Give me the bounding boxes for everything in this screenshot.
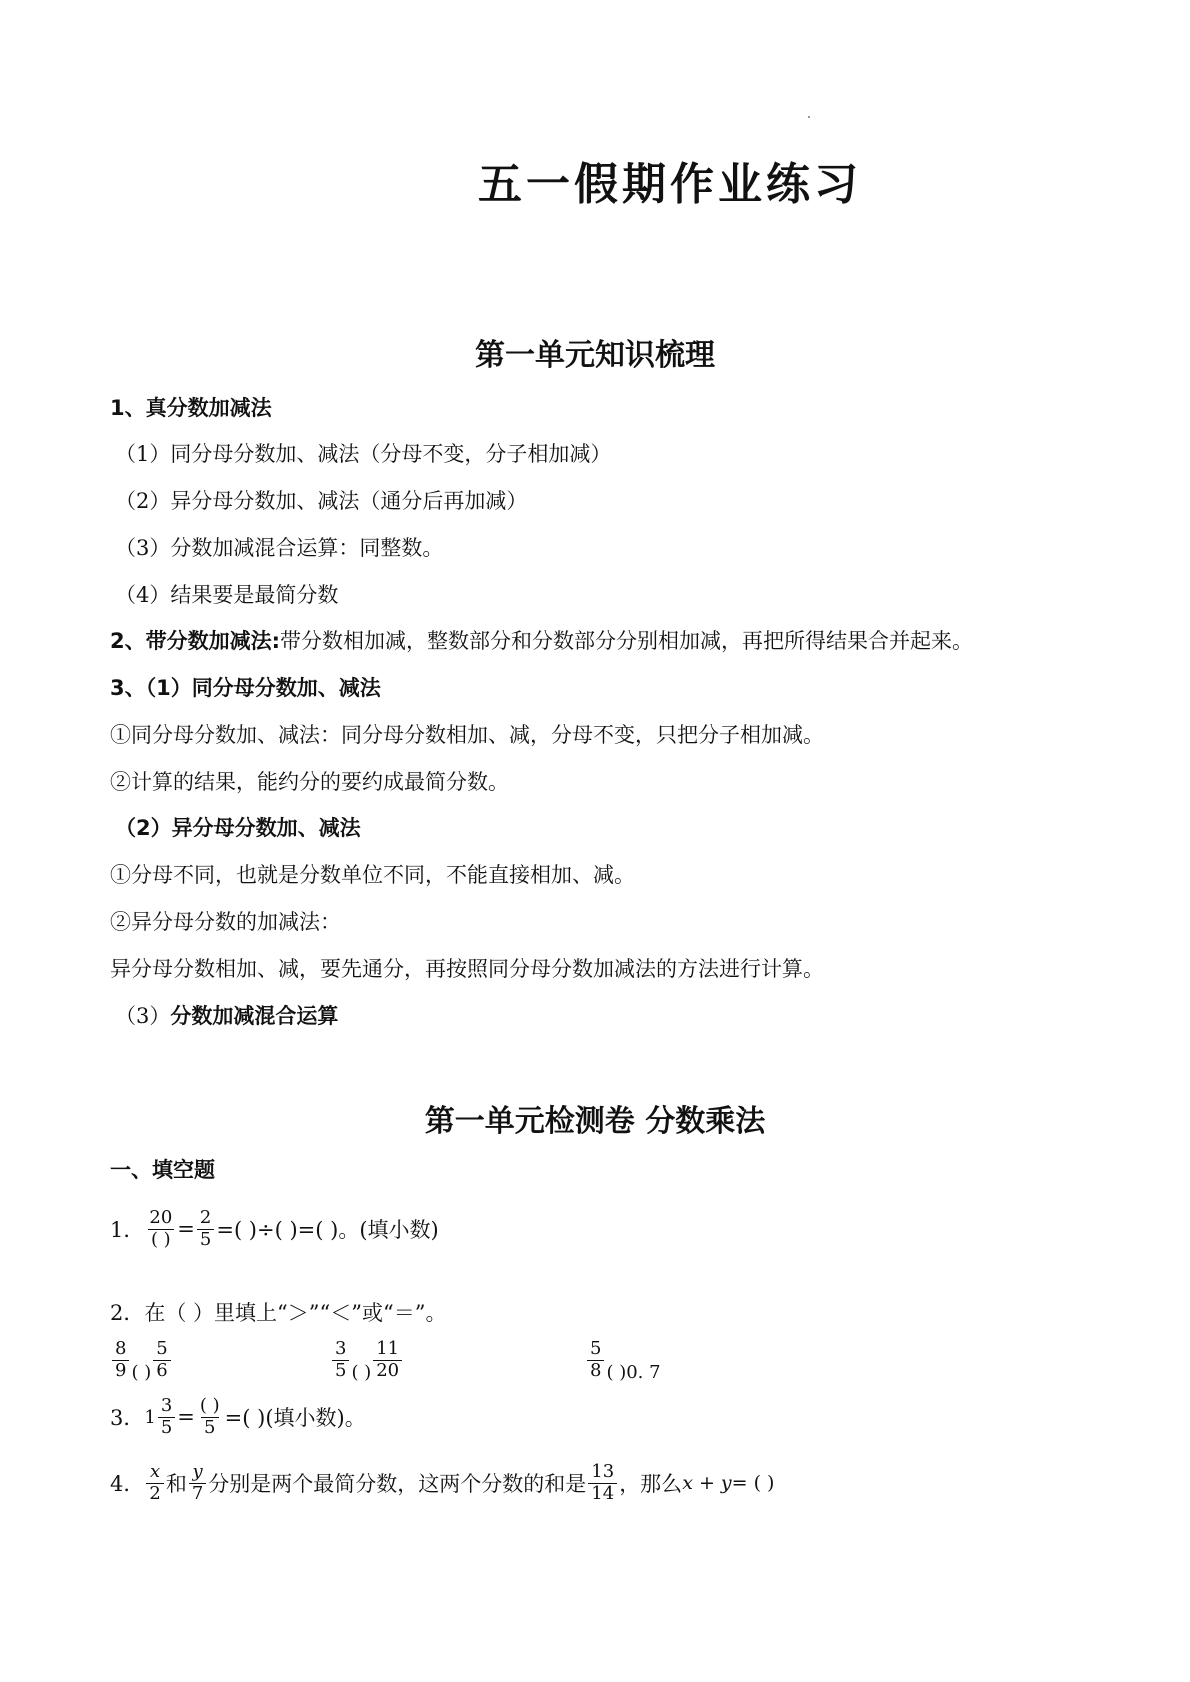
- q2-c1-b-den: 6: [153, 1360, 170, 1382]
- q3-f-num: 3: [160, 1395, 173, 1416]
- q4-a-den: 2: [146, 1483, 163, 1505]
- q2-compare-3: [585, 1338, 661, 1383]
- q2-c3-blank: ( ): [606, 1362, 627, 1383]
- speck: [808, 116, 810, 118]
- item3-sub3-prefix: （3）: [115, 1004, 171, 1028]
- question-1: [110, 1208, 439, 1250]
- q1-f2-den: 5: [197, 1229, 214, 1251]
- q4-b-num: y: [192, 1461, 203, 1482]
- q4-tail: ，那么: [619, 1472, 683, 1497]
- question-3: [110, 1396, 366, 1438]
- item2-label: 2、带分数加减法:: [110, 629, 281, 653]
- q2-c1-fraction-a: [112, 1339, 129, 1381]
- q3-rest: =( )(填小数)。: [224, 1406, 366, 1431]
- q4-and: 和: [165, 1472, 187, 1497]
- q2-c2-b-den: 20: [373, 1360, 402, 1382]
- item2-line: [110, 625, 973, 655]
- q4-number: 4．: [110, 1472, 145, 1497]
- q4-fraction-x: [146, 1462, 163, 1504]
- q2-compare-1: [110, 1338, 173, 1383]
- item1-heading: 1、真分数加减法: [110, 396, 272, 420]
- q1-number: 1．: [110, 1218, 145, 1243]
- q2-c2-b-num: 11: [376, 1338, 400, 1360]
- page-title: 五一假期作业练习: [478, 159, 862, 210]
- q2-c2-a-den: 5: [332, 1360, 349, 1382]
- item3-sub2-heading: （2）异分母分数加、减法: [115, 816, 361, 840]
- q4-c-den: 14: [588, 1483, 617, 1505]
- item3-heading: 3、（1）同分母分数加、减法: [110, 676, 381, 700]
- q1-f1-num: 20: [149, 1207, 173, 1228]
- item1-line-3: （3）分数加减混合运算：同整数。: [115, 536, 444, 560]
- q2-c2-a-num: 3: [335, 1338, 347, 1360]
- item1-line-1: （1）同分母分数加、减法（分母不变，分子相加减）: [115, 442, 612, 466]
- q2-compare-2: [330, 1338, 404, 1383]
- question-4: [110, 1462, 774, 1504]
- q4-a-num: x: [150, 1461, 161, 1482]
- q2-c2-blank: ( ): [351, 1362, 372, 1383]
- item3-sub2-line-1: ①分母不同，也就是分数单位不同，不能直接相加、减。: [110, 863, 635, 887]
- q4-fraction-y: [189, 1462, 206, 1504]
- item3-sub2-line-3: 异分母分数相加、减，要先通分，再按照同分母分数加减法的方法进行计算。: [110, 957, 824, 981]
- q3-equals: =: [177, 1405, 195, 1430]
- q3-g-num: ( ): [199, 1395, 220, 1416]
- q3-fraction-2: [197, 1396, 223, 1438]
- q1-f2-num: 2: [199, 1207, 212, 1228]
- item3-line-1: ①同分母分数加、减法：同分母分数相加、减，分母不变，只把分子相加减。: [110, 723, 824, 747]
- q4-b-den: 7: [189, 1483, 206, 1505]
- part1-heading: 一、填空题: [110, 1158, 215, 1182]
- q2-c2-fraction-a: [332, 1339, 349, 1381]
- q1-f1-den: ( ): [148, 1229, 174, 1251]
- q3-number: 3．: [110, 1406, 145, 1431]
- item3-line-2: ②计算的结果，能约分的要约成最简分数。: [110, 770, 509, 794]
- q2-c1-fraction-b: [153, 1339, 170, 1381]
- q1-fraction-2: [197, 1208, 214, 1250]
- q2-c3-fraction-a: [587, 1339, 604, 1381]
- q1-rest: =( )÷( )=( )。(填小数): [216, 1218, 439, 1243]
- item3-sub3-heading: 分数加减混合运算: [170, 1004, 339, 1028]
- q4-expression: x + y: [682, 1472, 732, 1495]
- section2-heading: 第一单元检测卷 分数乘法: [424, 1104, 766, 1139]
- item1-line-4: （4）结果要是最简分数: [115, 583, 339, 607]
- section1-heading: 第一单元知识梳理: [475, 338, 715, 373]
- item3-sub3-line: [115, 1000, 338, 1030]
- q4-c-num: 13: [591, 1461, 615, 1482]
- q1-fraction-1: [146, 1208, 175, 1250]
- q4-mid: 分别是两个最简分数，这两个分数的和是: [208, 1472, 587, 1497]
- q2-c1-blank: ( ): [131, 1362, 152, 1383]
- q2-c1-b-num: 5: [156, 1338, 168, 1360]
- q4-fraction-sum: [588, 1462, 617, 1504]
- q2-c1-a-num: 8: [115, 1338, 127, 1360]
- item1-line-2: （2）异分母分数加、减法（通分后再加减）: [115, 489, 528, 513]
- q3-whole: 1: [144, 1406, 156, 1428]
- item3-sub2-line-2: ②异分母分数的加减法：: [110, 910, 341, 934]
- q2-c1-a-den: 9: [112, 1360, 129, 1382]
- q3-g-den: 5: [201, 1417, 218, 1439]
- q1-equals: =: [177, 1217, 195, 1242]
- q2-c3-value: 0. 7: [626, 1362, 661, 1383]
- question-2: 2．在（ ）里填上“＞”“＜”或“＝”。: [110, 1301, 447, 1325]
- q3-fraction-1: [158, 1396, 175, 1438]
- q3-f-den: 5: [158, 1417, 175, 1439]
- q2-c3-a-num: 5: [590, 1338, 602, 1360]
- item2-text: 带分数相加减，整数部分和分数部分分别相加减，再把所得结果合并起来。: [280, 629, 974, 653]
- q4-answer: = ( ): [731, 1472, 775, 1495]
- q2-c2-fraction-b: [373, 1339, 402, 1381]
- q2-c3-a-den: 8: [587, 1360, 604, 1382]
